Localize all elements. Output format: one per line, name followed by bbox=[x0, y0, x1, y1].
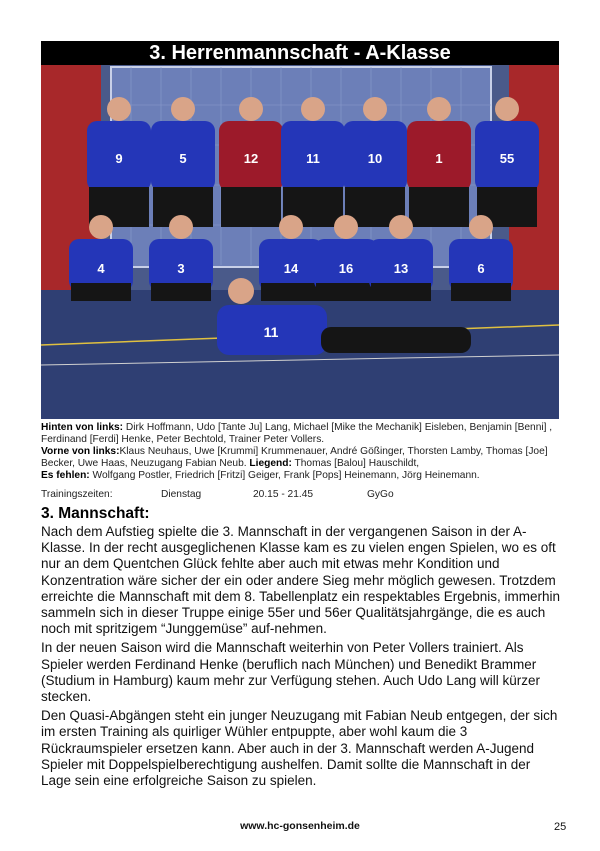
paragraph: Den Quasi-Abgängen steht ein junger Neuzugang mit Fabian Neub entgegen, der sich im ersten Training als quirliger Wühler entpuppte, aber wohl kaum die 3 Rückraumspieler ersetzen kann. Aber auch in der 3. Mannschaft werden A-Jugend Spieler mit Doppelspielberechtigung aushelfen. Damit sollte die Mannschaft in der Lage sein eine erfolgreiche Saison zu spielen. bbox=[41, 708, 558, 789]
jersey-number: 13 bbox=[393, 261, 409, 276]
jersey-number: 3 bbox=[177, 261, 185, 276]
page-number: 25 bbox=[554, 821, 567, 833]
caption-missing-names: Wolfgang Postler, Friedrich [Fritzi] Geiger, Frank [Pops] Heinemann, Jörg Heinemann. bbox=[92, 470, 480, 481]
photo-caption bbox=[41, 422, 561, 482]
jersey-number: 10 bbox=[367, 151, 383, 166]
article-body bbox=[41, 524, 563, 792]
training-time: 20.15 - 21.45 bbox=[253, 489, 314, 500]
paragraph: In der neuen Saison wird die Mannschaft weiterhin von Peter Vollers trainiert. Als Spieler werden Ferdinand Henke (beruflich nach München) und Benedikt Brammer (Studium in Hamburg) kaum mehr zur Verfügung stehen. Auch Udo Lang will kürzer stecken. bbox=[41, 640, 540, 705]
caption-back-label: Hinten von links: bbox=[41, 422, 124, 433]
jersey-number: 14 bbox=[283, 261, 299, 276]
training-place: GyGo bbox=[367, 489, 394, 500]
caption-front-names: Klaus Neuhaus, Uwe [Krummi] Krummenauer, André Gößinger, Thorsten Lamby, Thomas [Joe] Becker, Uwe Haas, Neuzugang Fabian Neub. bbox=[41, 446, 548, 469]
section-heading: 3. Mannschaft: bbox=[41, 505, 150, 522]
jersey-number: 4 bbox=[97, 261, 105, 276]
caption-missing-label: Es fehlen: bbox=[41, 470, 90, 481]
paragraph: Nach dem Aufstieg spielte die 3. Mannschaft in der vergangenen Saison in der A-Klasse. In der recht ausgeglichenen Klasse kam es zu vielen engen Spielen, wo es oft nur an dem Quentchen Glück fehlte aber auch mit etwas mehr Kondition und Konzentration wäre sicher der ein oder andere Sieg mehr möglich gewesen. Trotzdem erreichte die Mannschaft mit dem 8. Tabellenplatz ein respektables Ergebnis, immerhin sammeln sich in dieser Truppe einige 55er und 56er Qualitätsjahrgänge, die es auch noch mit spritzigem “Junggemüse” auf-nehmen. bbox=[41, 524, 561, 637]
jersey-number: 1 bbox=[435, 151, 443, 166]
jersey-number: 11 bbox=[263, 324, 279, 340]
caption-lying-names: Thomas [Balou] Hauschildt, bbox=[294, 458, 420, 469]
jersey-number: 55 bbox=[499, 151, 515, 166]
caption-front-label: Vorne von links: bbox=[41, 446, 120, 457]
footer-url[interactable]: www.hc-gonsenheim.de bbox=[240, 820, 360, 832]
jersey-number: 5 bbox=[179, 151, 187, 166]
caption-lying-label: Liegend: bbox=[249, 458, 292, 469]
jersey-number: 9 bbox=[115, 151, 123, 166]
jersey-number: 16 bbox=[338, 261, 354, 276]
training-times bbox=[41, 489, 561, 501]
training-day: Dienstag bbox=[161, 489, 202, 500]
page-title: 3. Herrenmannschaft - A-Klasse bbox=[41, 41, 559, 65]
training-label: Trainingszeiten: bbox=[41, 489, 113, 500]
caption-back-names: Dirk Hoffmann, Udo [Tante Ju] Lang, Michael [Mike the Mechanik] Eisleben, Benjamin [Benni] , Ferdinand [Ferdi] Henke, Peter Bechtold, Trainer Peter Vollers. bbox=[41, 422, 553, 445]
jersey-number: 12 bbox=[243, 151, 259, 166]
team-photo bbox=[41, 65, 559, 419]
jersey-number: 6 bbox=[477, 261, 485, 276]
jersey-number: 11 bbox=[306, 151, 320, 166]
